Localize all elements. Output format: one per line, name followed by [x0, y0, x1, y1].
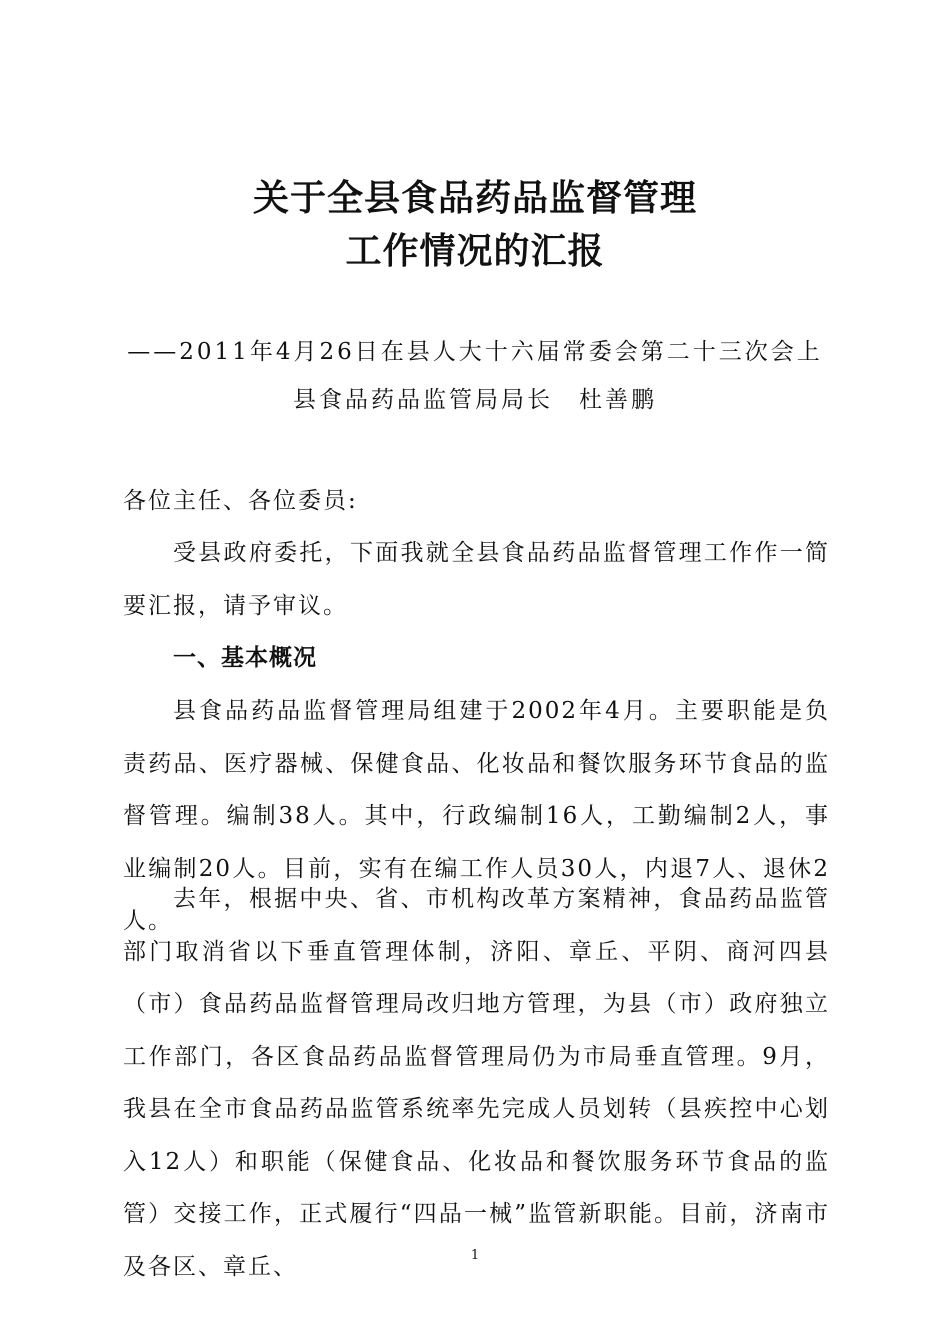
paragraph-bureau-overview: 县食品药品监督管理局组建于2002年4月。主要职能是负责药品、医疗器械、保健食品、化妆品和餐饮服务环节食品的监督管理。编制38人。其中，行政编制16人，工勤编制2人，事业编制20人。目前，实有在编工作人员30人，内退7人、退休2人。 [123, 698, 830, 934]
salutation: 各位主任、各位委员: [123, 488, 358, 514]
document-title-line-1: 关于全县食品药品监督管理 [252, 177, 697, 219]
document-subtitle-speaker: 县食品药品监管局局长 杜善鹏 [293, 387, 657, 413]
section-heading-basic-overview: 一、基本概况 [173, 645, 317, 671]
page-number: 1 [470, 1248, 480, 1263]
paragraph-reform: 去年，根据中央、省、市机构改革方案精神，食品药品监管部门取消省以下垂直管理体制，济阳、章丘、平阴、商河四县（市）食品药品监督管理局改归地方管理，为县（市）政府独立工作部门，各区食品药品监督管理局仍为市局垂直管理。9月，我县在全市食品药品监管系统率先完成人员划转（县疾控中心划入12人）和职能（保健食品、化妆品和餐饮服务环节食品的监管）交接工作，正式履行“四品一械”监管新职能。目前，济南市及各区、章丘、 [123, 886, 830, 1280]
document-subtitle-occasion: ——2011年4月26日在县人大十六届常委会第二十三次会上 [127, 339, 823, 365]
paragraph-intro: 受县政府委托，下面我就全县食品药品监督管理工作作一简要汇报，请予审议。 [123, 540, 830, 619]
document-title-line-2: 工作情况的汇报 [345, 230, 605, 272]
